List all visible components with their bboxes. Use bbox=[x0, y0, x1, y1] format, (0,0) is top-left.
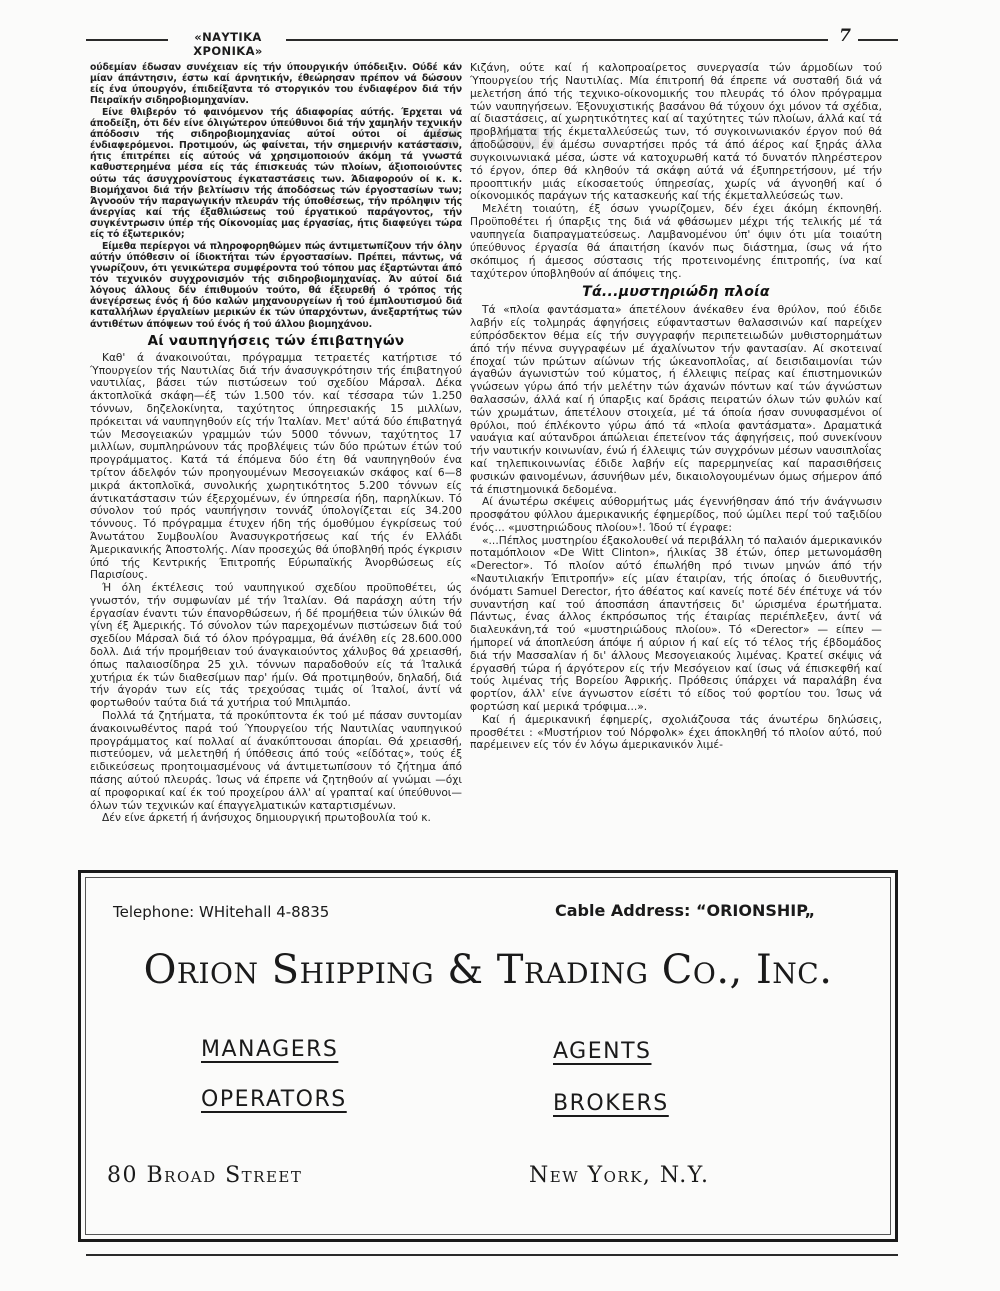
left-paragraph: Ή όλη έκτέλεσις τού ναυπηγικού σχεδίου προϋποθέτει, ώς γνωστόν, τήν συμφωνίαν μέ τήν Ίταλίαν. Θά παράσχη αύτη τήν έργασίαν έναντι τών έπανορθώσεων, ή δέ προμήθεια τών ύλικών θά γίνη έξ Άμερικής. Τό σύνολον τών παρεχομένων πιστώσεων διά τού σχεδίου Μάρσαλ διά τό όλον πρόγραμμα, θά άνέλθη είς 28.600.000 δολλ. Διά τήν προμήθειαν τού άναγκαιούντος χάλυβος θά χρειασθή, όπως παλαιοσίδηρα 25 χιλ. τόννων παραδοθούν είς τά Ίταλικά χυτήρια έκ τών διαθεσίμων παρ' ήμίν. Θά προτιμηθούν, δηλαδή, διά τήν άγοράν των είς τάς τρεχούσας τιμάς οί Ίταλοί, άντί νά φορτωθούν ταύτα διά τά χυτήρια τού Μπιλμπάο. bbox=[90, 582, 462, 710]
left-paragraph: Δέν είνε άρκετή ή άνήσυχος δημιουργική πρωτοβουλία τού κ. bbox=[102, 812, 431, 825]
right-paragraph: Κιζάνη, ούτε καί ή καλοπροαίρετος συνεργασία τών άρμοδίων τού Ύπουργείου τής Ναυτιλίας. Μία έπιτροπή θά έπρεπε νά συσταθή διά νά μελετήση άπό τής τεχνικο-οίκονομικής του πλευράς τό όλον πρόγραμμα τών ναυπηγήσεων. Έξονυχιστικής βασάνου θά τύχουν όχι μόνον τά σχέδια, αί διαστάσεις, αί χωρητικότητες καί αί ταχύτητες τών πλοίων, άλλά καί τά προβλήματα τής έκμεταλλεύσεώς των, τό συγκοινωνιακόν έργον πού θά άποδώσουν, έν άμέσω συναρτήσει πρός τά άπό άέρος καί ξηράς άλλα συγκοινωνιακά μέσα, ώστε νά κατοχυρωθή κατά τό δυνατόν πληρέστερον τό έργον, όπερ θά κληθούν τά σκάφη αύτά νά έξυπηρετήσουν, μέ τήν προοπτικήν μιάς είκοσαετούς ύπηρεσίας, χωρίς νά άγνοηθή καί ό οίκονομικός παράγων τής κατασκευής καί τής έκμεταλλεύσεώς των. bbox=[470, 61, 882, 203]
bleed-through-mark: ▮▮▮▮ ▮ ▮▮. bbox=[420, 120, 558, 153]
ad-role-managers: MANAGERS bbox=[201, 1037, 339, 1062]
header-rule-left bbox=[86, 39, 168, 41]
header-rule-right bbox=[858, 39, 898, 41]
left-paragraph: Είνε θλιβερόν τό φαινόμενον τής άδιαφορίας αύτής. Έρχεται νά άποδείξη, ότι δέν είνε όλιγώτερον ύπεύθυνοι διά τήν χαμηλήν τεχνικήν άπόδοσιν τής σιδηροβιομηχανίας αύτοί ούτοι οί άμέσως ένδιαφερόμενοι. Προτιμούν, ώς φαίνεται, τήν σημερινήν κατάστασιν, ήτις έπιτρέπει είς αύτούς νά χρησιμοποιούν άκόμη τά γνωστά καθυστερημένα μέσα είς τάς έπισκευάς τών πλοίων, άξιοποιούντες ούτω τάς άσυγχρονίστους έγκαταστάσεις των. Άδιαφορούν οί κ. κ. Βιομήχανοι διά τήν βελτίωσιν τής άποδόσεως τών έργοστασίων των; Άγνοούν τήν παραγωγικήν πλευράν τής ύποθέσεως, τήν πρόληψιν τής άνεργίας καί τής έξαθλιώσεως τού έργατικού παράγοντος, τήν συγκέντρωσιν ύπέρ τής Οίκονομίας μας έργασίας, ήτις διαφεύγει τώρα είς τό έξωτερικόν; bbox=[90, 106, 462, 241]
left-paragraph: Καθ' ά άνακοινούται, πρόγραμμα τετραετές κατήρτισε τό Ύπουργείον τής Ναυτιλίας διά τήν άνασυγκρότησιν τής έπιβατηγού ναυτιλίας, βάσει τών πιστώσεων τού σχεδίου Μάρσαλ. Δέκα άκτοπλοϊκά σκάφη—έξ τών 1.500 τόν. καί τέσσαρα τών 1.250 τόννων, δηζελοκίνητα, ταχύτητος ύπηρεσιακής 15 μιλλίων, πρόκειται νά ναυπηγηθούν είς τήν Ίταλίαν. Μετ' αύτά δύο έπιβατηγά τών Μεσογειακών γραμμών τών 5000 τόννων, ταχύτητος 17 μιλλίων, συμπληρώνουν τάς προβλέψεις τών δύο πρώτων έτών τού προγράμματος. Κατά τά έπόμενα δύο έτη θά ναυπηγηθούν ένα τρίτον άδελφόν τών προηγουμένων Μεσογειακών σκάφος καί 6—8 μικρά άκτοπλοϊκά, συνολικής χωρητικότητος 5.200 τόννων είς άντικατάστασιν τών έξερχομένων, έν ύπηρεσία ήδη, παρηλίκων. Τό σύνολον τού πρός ναυπήγησιν τοννάζ ύπολογίζεται είς 34.200 τόννους. Τό πρόγραμμα έτυχεν ήδη τής όμοθύμου έγκρίσεως τού Άνωτάτου Συμβουλίου Άνασυγκροτήσεως καί τής έν Ελλάδι Άμερικανικής Άποστολής. Λίαν προσεχώς θά ύποβληθή πρός έγκρισιν ύπό τής Κεντρικής Έπιτροπής Εύρωπαϊκής Άνορθώσεως είς Παρισίους. bbox=[90, 351, 462, 582]
right-column bbox=[470, 62, 882, 752]
left-paragraph: Πολλά τά ζητήματα, τά προκύπτοντα έκ τού μέ πάσαν συντομίαν άνακοινωθέντος παρά τού Ύπουργείου τής Ναυτιλίας ναυπηγικού προγράμματος καί πολλαί αί άνακύπτουσαι άπορίαι. Θά χρειασθή, πιστεύομεν, νά μελετηθή ή ύπόθεσις άπό τούς «είδότας», τούς έξ ειδικεύσεως προητοιμασμένους νά άντιμετωπίσουν τό ζήτημα άπό πάσης αύτού πλευράς. Ίσως νά έπρεπε νά ζητηθούν αί γνώμαι —όχι αί προφορικαί καί έκ τού προχείρου άλλ' αί γραπταί καί ύπεύθυνοι—όλων τών τεχνικών καί έπαγγελματικών καταρτισμένων. bbox=[90, 710, 462, 812]
right-paragraph: Καί ή άμερικανική έφημερίς, σχολιάζουσα τάς άνωτέρω δηλώσεις, προσθέτει : «Μυστήριον τού Νόρφολκ» έχει άποκληθή τό πλοίον αύτό, πού παρέμεινεν είς τόν έν λόγω άμερικανικόν λιμέ- bbox=[470, 712, 882, 752]
right-column-top-section bbox=[470, 62, 882, 280]
left-column-article bbox=[90, 352, 462, 825]
left-column-top-section bbox=[90, 62, 462, 330]
ad-company-name: Orion Shipping & Trading Co., Inc. bbox=[143, 947, 833, 993]
left-paragraph: Είμεθα περίεργοι νά πληροφορηθώμεν πώς άντιμετωπίζουν τήν όλην αύτήν ύπόθεσιν οί ίδιοκτήται τών έργοστασίων. Πρέπει, πάντως, νά γνωρίζουν, ότι γενικώτερα συμφέροντα τού τόπου μας έξαρτώνται άπό τόν τεχνικόν συγχρονισμόν τής σιδηροβιομηχανίας. Άν αύτοί διά λόγους άλλους δέν έπιθυμούν τούτο, θά έξευρεθή ό τρόπος τής άνεγέρσεως ένός ή δύο καλών μηχανουργείων ή τού έμπλουτισμού διά καταλλήλων έργαλείων μερικών έκ τών ύπαρχόντων, άνεξαρτήτως τών άντιθέτων άπόψεων τού ένός ή τού άλλου βιομηχάνου. bbox=[90, 240, 462, 330]
right-paragraph: Αί άνωτέρω σκέψεις αύθορμήτως μάς έγεννήθησαν άπό τήν άνάγνωσιν προσφάτου φύλλου άμερικανικής έφημερίδος, πού ώμίλει περί τού ταξιδίου ένός... «μυστηριώδους πλοίου»!. Ίδού τί έγραφε: bbox=[470, 495, 882, 534]
ad-cable-address: Cable Address: “ORIONSHIP„ bbox=[555, 901, 816, 920]
header-rule-middle bbox=[286, 39, 828, 41]
page-number: 7 bbox=[839, 26, 851, 46]
right-column-article bbox=[470, 304, 882, 752]
running-header bbox=[86, 26, 898, 58]
left-paragraph: ούδεμίαν έδωσαν συνέχειαν είς τήν ύπουργικήν ύπόδειξιν. Ούδέ κάν μίαν άπάντησιν, έστω καί άρνητικήν, έθεώρησαν πρέπον νά δώσουν είς ένα ύπουργόν, έπιδείξαντα τό στοργικόν του ένδιαφέρον διά τήν Πειραϊκήν σιδηροβιομηχανίαν. bbox=[90, 62, 462, 107]
orion-shipping-advertisement bbox=[78, 870, 898, 1242]
publication-title: «ΝΑΥΤΙΚΑ ΧΡΟΝΙΚΑ» bbox=[193, 30, 263, 58]
right-paragraph: «...Πέπλος μυστηρίου έξακολουθεί νά περιβάλλη τό παλαιόν άμερικανικόν ποταμόπλοιον «De Witt Clinton», ήλικίας 38 έτών, όπερ μετωνομάσθη «Derector». Τό πλοίον αύτό έπωλήθη πρό τινων μηνών άπό τήν «Ναυτιλιακήν Έπιτροπήν» είς μίαν έταιρίαν, τής όποίας ό διευθυντής, όνόματι Samuel Derector, ήτο άθέατος καί κανείς ποτέ δέν έπέτυχε νά τόν συναντήση καί τού άποσπάση άπαντήσεις δι' ώρισμένα έρωτήματα. Πάντως, ένας άλλος έκπρόσωπος τής έταιρίας περιέπλεξεν, άντί νά διαλευκάνη,τά τού «μυστηριώδους πλοίου». Τό «Derector» — είπεν — ήμπορεί νά άποπλεύση άπόψε ή αύριον ή καί είς τό τέλος τής έβδομάδος διά τήν Μασσαλίαν ή δι' άλλους Μεσογειακούς λιμένας. Κρατεί σκέψις νά έργασθή τώρα ή άργότερον είς τήν Μεσόγειον καί ίσως νά έπισκεφθή καί τούς λιμένας τής Βορείου Άφρικής. Πρόθεσις ύπάρχει νά παραλάβη ένα φορτίον, άλλ' είνε άγνωστον είσέτι τό είδος τού φορτίου του. Ίσως νά φορτώση καί μερικά τρόφιμα...». bbox=[470, 533, 882, 714]
article-heading-passenger-ships: Αί ναυπηγήσεις τών έπιβατηγών bbox=[147, 332, 405, 349]
ad-role-operators: OPERATORS bbox=[201, 1087, 347, 1112]
right-paragraph: Τά «πλοία φαντάσματα» άπετέλουν άνέκαθεν ένα θρύλον, πού έδιδε λαβήν είς τολμηράς άφηγήσεις εύφανταστων θαλασσινών καί παρείχεν εύπρόσδεκτον θέμα είς τήν συγγραφήν περιπετειωδών μυθιστορημάτων άπό τήν πέννα συγγραφέων μέ άχαλίνωτον τήν φαντασίαν. Αί σκοτειναί έποχαί τών πρώτων αίώνων τής ώκεανοπλοΐας, αί δεισιδαιμονίαι τών άγαθών άγωνιστών τού κύματος, ή έλλειψις πείρας καί έπιστημονικών γνώσεων γύρω άπό τήν μελέτην τών άχανών πόντων καί τών άγνώστων θαλασσών, άλλά καί ή ύπαρξις καί δράσις πειρατών όλων τών φυλών καί τών χρωμάτων, άπετέλουν στοιχεία, μέ τά όποία ήσαν συνυφασμένοι οί θρύλοι, πού έπλέκοντο γύρω άπό τά «πλοία φαντάσματα». Δραματικά ναυάγια καί αύτανδροι άπώλειαι έπετείνον τάς άφηγήσεις, πού συνεκίνουν τήν ναυτικήν κοινωνίαν, ένώ ή έλλειψις τών συγχρόνων μέσων ναυσιπλοΐας καί τηλεπικοινωνίας έδιδε λαβήν είς παρερμηνείας καί παρασιθήσεις φυσικών φαινομένων, άσυνήθων μέν, δικαιολογουμένων όμως σήμερον άπό τά έπιστημονικά δεδομένα. bbox=[470, 303, 882, 496]
ad-role-agents: AGENTS bbox=[553, 1039, 652, 1064]
ad-city: New York, N.Y. bbox=[529, 1163, 710, 1188]
ad-street-address: 80 Broad Street bbox=[107, 1163, 303, 1188]
ad-role-brokers: BROKERS bbox=[553, 1091, 669, 1116]
right-paragraph: Μελέτη τοιαύτη, έξ όσων γνωρίζομεν, δέν έχει άκόμη έκπονηθή. Προϋποθέτει ή ύπαρξις της διά νά φθάσωμεν μέχρι τής τελικής μέ τά ναυπηγεία διαπραγματεύσεως. Λαμβανομένου ύπ' όψιν ότι μία τοιαύτη ύπεύθυνος έργασία θά άπαιτήση ίκανόν πως διάστημα, ίσως νά ήτο σκόπιμος ή άμεσος σύστασις τής προτεινομένης έπιτροπής, ίνα καί ταχύτερον ύποβληθούν αί άπόψεις της. bbox=[470, 202, 882, 280]
article-heading-mysterious-ships: Τά...μυστηριώδη πλοία bbox=[582, 284, 770, 301]
bottom-rule bbox=[86, 1254, 898, 1256]
ad-telephone: Telephone: WHitehall 4-8835 bbox=[113, 903, 330, 921]
left-column bbox=[90, 62, 462, 825]
